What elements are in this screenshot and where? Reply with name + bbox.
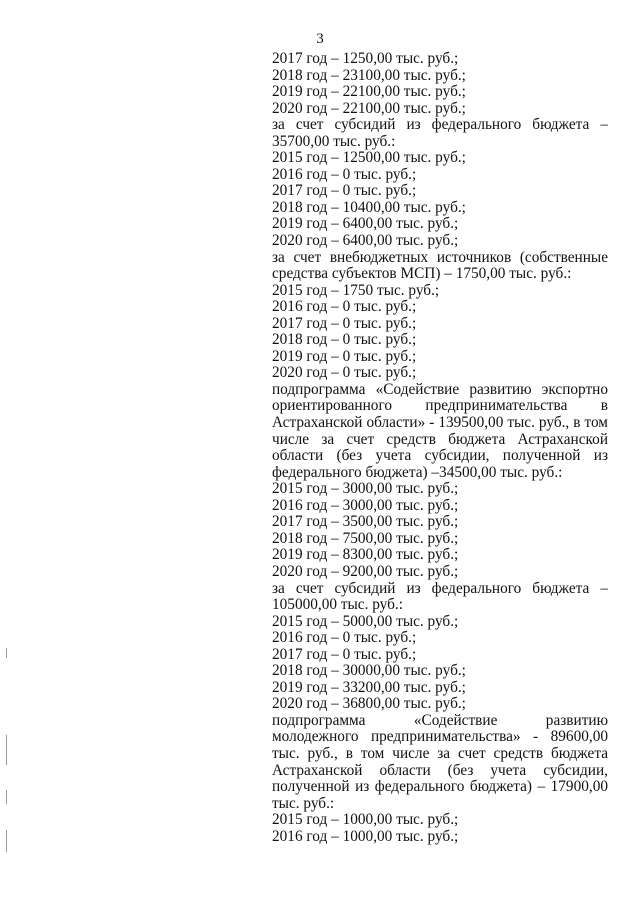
year-amount-line: 2015 год – 12500,00 тыс. руб.; bbox=[272, 149, 466, 167]
year-amount-line: 2019 год – 22100,00 тыс. руб.; bbox=[272, 83, 466, 101]
year-amount-line: 2016 год – 0 тыс. руб.; bbox=[272, 629, 417, 647]
year-amount-line: 2019 год – 8300,00 тыс. руб.; bbox=[272, 546, 459, 564]
year-amount-line: 2018 год – 7500,00 тыс. руб.; bbox=[272, 529, 459, 547]
year-amount-line: 2019 год – 6400,00 тыс. руб.; bbox=[272, 215, 459, 233]
year-amount-line: 2017 год – 0 тыс. руб.; bbox=[272, 314, 417, 332]
year-amount-line: 2017 год – 0 тыс. руб.; bbox=[272, 645, 417, 663]
scan-mark bbox=[6, 790, 7, 804]
year-amount-line: 2018 год – 30000,00 тыс. руб.; bbox=[272, 662, 466, 680]
year-amount-line: 2015 год – 1750 тыс. руб.; bbox=[272, 281, 440, 299]
year-amount-line: 2016 год – 0 тыс. руб.; bbox=[272, 165, 417, 183]
text-paragraph: за счет субсидий из федерального бюджета – 105000,00 тыс. руб.: bbox=[272, 579, 608, 614]
scan-mark bbox=[6, 830, 7, 852]
year-amount-line: 2015 год – 3000,00 тыс. руб.; bbox=[272, 480, 459, 498]
year-amount-line: 2016 год – 1000,00 тыс. руб.; bbox=[272, 827, 459, 845]
year-amount-line: 2016 год – 3000,00 тыс. руб.; bbox=[272, 496, 459, 514]
year-amount-line: 2020 год – 6400,00 тыс. руб.; bbox=[272, 232, 459, 250]
year-amount-line: 2017 год – 0 тыс. руб.; bbox=[272, 182, 417, 200]
text-paragraph: подпрограмма «Содействие развитию молодежного предпринимательства» - 89600,00 тыс. руб., в том числе за счет средств бюджета Астраханской области (без учета субсидии, полученной из федерального бюджета) – 17900,00 тыс. руб.: bbox=[272, 711, 608, 812]
year-amount-line: 2020 год – 9200,00 тыс. руб.; bbox=[272, 562, 459, 580]
document-body bbox=[272, 51, 608, 845]
year-amount-line: 2019 год – 33200,00 тыс. руб.; bbox=[272, 678, 466, 696]
page-number: 3 bbox=[316, 31, 324, 47]
year-amount-line: 2018 год – 0 тыс. руб.; bbox=[272, 331, 417, 349]
year-amount-line: 2020 год – 22100,00 тыс. руб.; bbox=[272, 99, 466, 117]
year-amount-line: 2016 год – 0 тыс. руб.; bbox=[272, 298, 417, 316]
year-amount-line: 2020 год – 36800,00 тыс. руб.; bbox=[272, 695, 466, 713]
year-amount-line: 2020 год – 0 тыс. руб.; bbox=[272, 364, 417, 382]
text-paragraph: за счет внебюджетных источников (собственные средства субъектов МСП) – 1750,00 тыс. руб.: bbox=[272, 248, 608, 283]
year-amount-line: 2017 год – 3500,00 тыс. руб.; bbox=[272, 513, 459, 531]
year-amount-line: 2017 год – 1250,00 тыс. руб.; bbox=[272, 50, 459, 67]
year-amount-line: 2018 год – 23100,00 тыс. руб.; bbox=[272, 66, 466, 84]
text-paragraph: подпрограмма «Содействие развитию экспортно ориентированного предпринимательства в Астраханской области» - 139500,00 тыс. руб., в том числе за счет средств бюджета Астраханской области (без учета субсидии, полученной из федерального бюджета) –34500,00 тыс. руб.: bbox=[272, 380, 608, 481]
scan-mark bbox=[6, 735, 7, 765]
year-amount-line: 2019 год – 0 тыс. руб.; bbox=[272, 347, 417, 365]
text-paragraph: за счет субсидий из федерального бюджета – 35700,00 тыс. руб.: bbox=[272, 116, 608, 150]
year-amount-line: 2018 год – 10400,00 тыс. руб.; bbox=[272, 198, 466, 216]
scan-mark bbox=[6, 648, 7, 658]
year-amount-line: 2015 год – 5000,00 тыс. руб.; bbox=[272, 612, 459, 630]
year-amount-line: 2015 год – 1000,00 тыс. руб.; bbox=[272, 811, 459, 829]
